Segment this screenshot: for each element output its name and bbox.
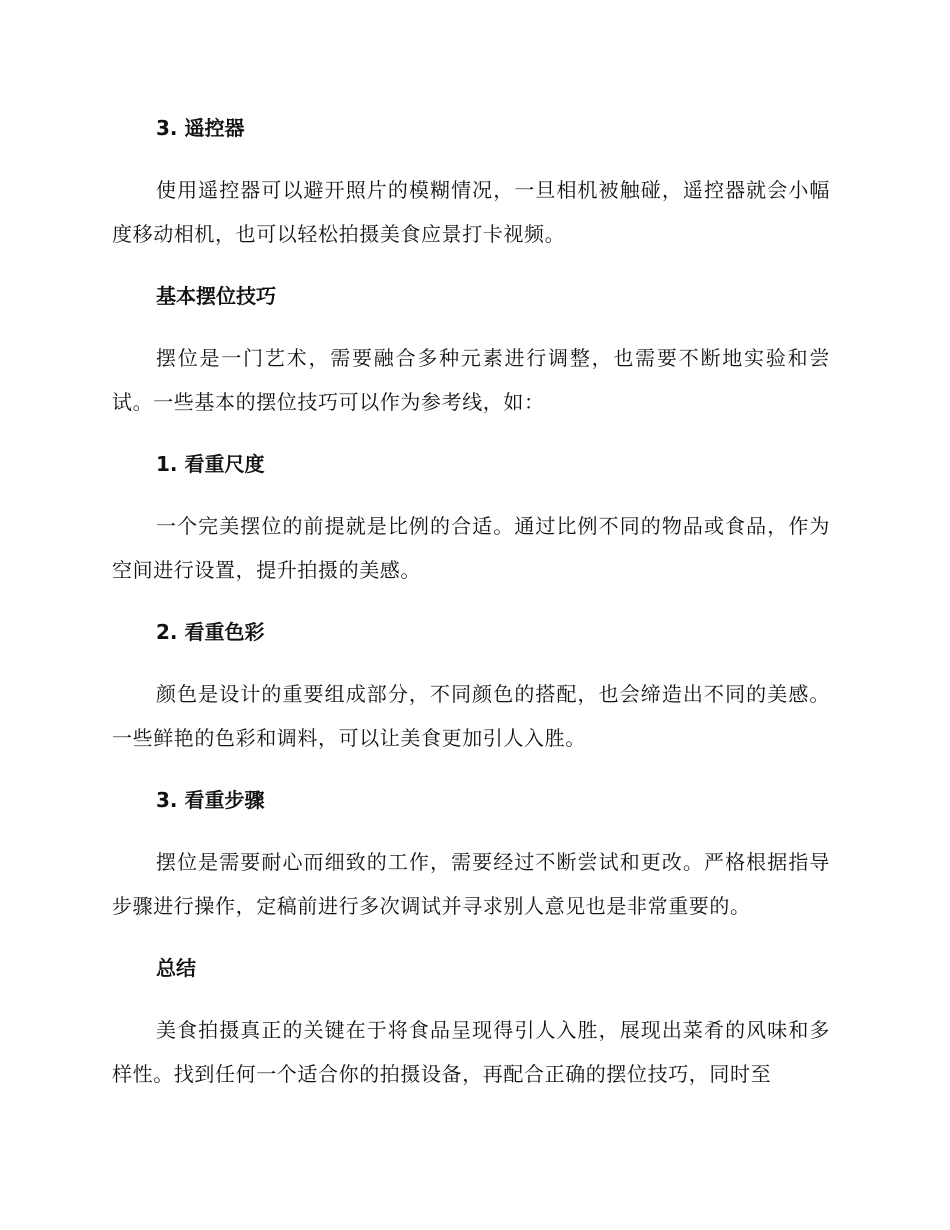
paragraph-scale: 一个完美摆位的前提就是比例的合适。通过比例不同的物品或食品，作为空间进行设置，提升拍摄的美感。 bbox=[112, 514, 830, 582]
document-body bbox=[112, 108, 830, 1096]
paragraph-placement-intro: 摆位是一门艺术，需要融合多种元素进行调整，也需要不断地实验和尝试。一些基本的摆位技巧可以作为参考线，如： bbox=[112, 346, 830, 414]
section-heading-color: 2. 看重色彩 bbox=[156, 620, 265, 644]
paragraph-color: 颜色是设计的重要组成部分，不同颜色的搭配，也会缔造出不同的美感。一些鲜艳的色彩和调料，可以让美食更加引人入胜。 bbox=[112, 682, 830, 750]
section-heading-remote-control: 3. 遥控器 bbox=[156, 116, 245, 140]
section-heading-summary: 总结 bbox=[156, 956, 196, 980]
paragraph-remote-control: 使用遥控器可以避开照片的模糊情况，一旦相机被触碰，遥控器就会小幅度移动相机，也可以轻松拍摄美食应景打卡视频。 bbox=[112, 178, 830, 246]
section-heading-scale: 1. 看重尺度 bbox=[156, 452, 265, 476]
section-heading-steps: 3. 看重步骤 bbox=[156, 788, 265, 812]
paragraph-summary: 美食拍摄真正的关键在于将食品呈现得引人入胜，展现出菜肴的风味和多样性。找到任何一个适合你的拍摄设备，再配合正确的摆位技巧，同时至 bbox=[112, 1018, 830, 1086]
paragraph-steps: 摆位是需要耐心而细致的工作，需要经过不断尝试和更改。严格根据指导步骤进行操作，定稿前进行多次调试并寻求别人意见也是非常重要的。 bbox=[112, 850, 830, 918]
section-heading-basic-placement-tips: 基本摆位技巧 bbox=[156, 284, 276, 308]
